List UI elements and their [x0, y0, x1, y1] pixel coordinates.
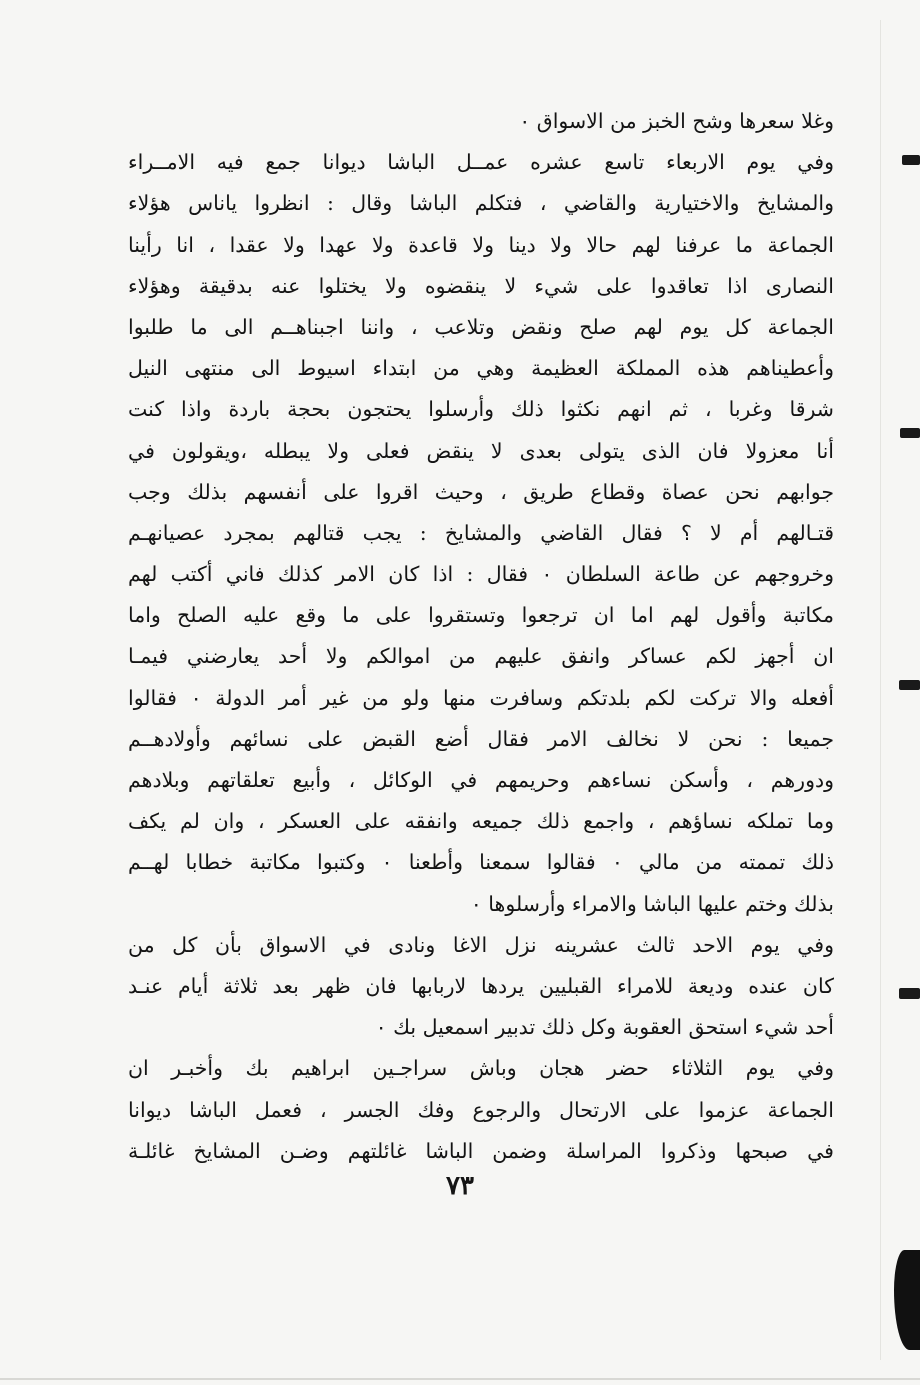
- text-line: والمشايخ والاختيارية والقاضي ، فتكلم الباشا وقال : انظروا ياناس هؤلاء: [128, 191, 834, 216]
- text-line: أحد شيء استحق العقوبة وكل ذلك تدبير اسمعيل بك ٠: [375, 1015, 834, 1040]
- text-line: وأعطيناهم هذه المملكة العظيمة وهي من ابتداء اسيوط الى منتهى النيل: [128, 356, 834, 381]
- text-line: جوابهم نحن عصاة وقطاع طريق ، وحيث اقروا على أنفسهم بذلك وجب: [128, 479, 834, 504]
- page-number: ٧٣: [446, 1171, 474, 1201]
- text-line: كان عنده وديعة للامراء القبليين يردها لاربابها فان ظهر بعد ثلاثة أيام عنـد: [128, 973, 834, 998]
- text-line: شرقا وغربا ، ثم انهم نكثوا ذلك وأرسلوا يحتجون بحجة باردة واذا كنت: [128, 397, 834, 422]
- text-line: في صبحها وذكروا المراسلة وضمن الباشا غائلتهم وضـن المشايخ غائلـة: [128, 1138, 834, 1163]
- text-line: قتـالهم أم لا ؟ فقال القاضي والمشايخ : يجب قتالهم بمجرد عصيانهـم: [128, 520, 834, 545]
- body-text: [128, 101, 834, 1172]
- text-line: الجماعة كل يوم لهم صلح ونقض وتلاعب ، واننا اجبناهــم الى ما طلبوا: [128, 314, 834, 339]
- text-line: وفي يوم الاحد ثالث عشرينه نزل الاغا ونادى في الاسواق بأن كل من: [128, 932, 834, 957]
- text-line: أنا معزولا فان الذى يتولى بعدى لا ينقض فعلى ولا يبطله ،ويقولون في: [128, 438, 834, 463]
- text-line: ودورهم ، وأسكن نساءهم وحريمهم في الوكائل ، وأبيع تعلقاتهم وبلادهم: [128, 768, 834, 792]
- text-line: وغلا سعرها وشح الخبز من الاسواق ٠: [519, 109, 834, 133]
- text-line: ان أجهز لكم عساكر وانفق عليهم من اموالكم ولا أحد يعارضني فيمـا: [128, 644, 834, 669]
- text-line: وخروجهم عن طاعة السلطان ٠ فقال : اذا كان الامر كذلك فاني أكتب لهم: [128, 562, 834, 587]
- text-line: النصارى اذا تعاقدوا على شيء لا ينقضوه ولا يختلوا عنه بدقيقة وهؤلاء: [128, 273, 834, 298]
- edge-mark: [899, 988, 920, 999]
- text-line: أفعله والا تركت لكم بلدتكم وسافرت منها ولو من غير أمر الدولة ٠ فقالوا: [128, 685, 834, 710]
- scan-edge-line: [0, 1378, 920, 1380]
- text-line: جميعا : نحن لا نخالف الامر فقال أضع القبض على نسائهم وأولادهــم: [128, 726, 834, 751]
- text-line: ذلك تممته من مالي ٠ فقالوا سمعنا وأطعنا ٠ وكتبوا مكاتبة خطابا لهــم: [128, 850, 834, 875]
- edge-mark: [899, 680, 920, 690]
- text-line: وفي يوم الثلاثاء حضر هجان وباش سراجـين ابراهيم بك وأخبـر ان: [128, 1056, 834, 1081]
- text-line: الجماعة ما عرفنا لهم حالا ولا دينا ولا قاعدة ولا عهدا ولا عقدا ، انا رأينا: [128, 232, 834, 257]
- scan-gutter-line: [880, 20, 881, 1360]
- text-line: وما تملكه نساؤهم ، واجمع ذلك جميعه وانفقه على العسكر ، وان لم يكف: [128, 809, 834, 834]
- page-edge-shadow: [894, 1250, 920, 1350]
- edge-mark: [900, 428, 920, 438]
- text-line: بذلك وختم عليها الباشا والامراء وأرسلوها ٠: [470, 891, 834, 916]
- text-line: الجماعة عزموا على الارتحال والرجوع وفك الجسر ، فعمل الباشا ديوانا: [128, 1097, 834, 1122]
- text-line: وفي يوم الاربعاء تاسع عشره عمــل الباشا ديوانا جمع فيه الامــراء: [128, 150, 834, 175]
- text-line: مكاتبة وأقول لهم اما ان ترجعوا وتستقروا على ما وقع عليه الصلح واما: [128, 603, 834, 628]
- edge-mark: [902, 155, 920, 165]
